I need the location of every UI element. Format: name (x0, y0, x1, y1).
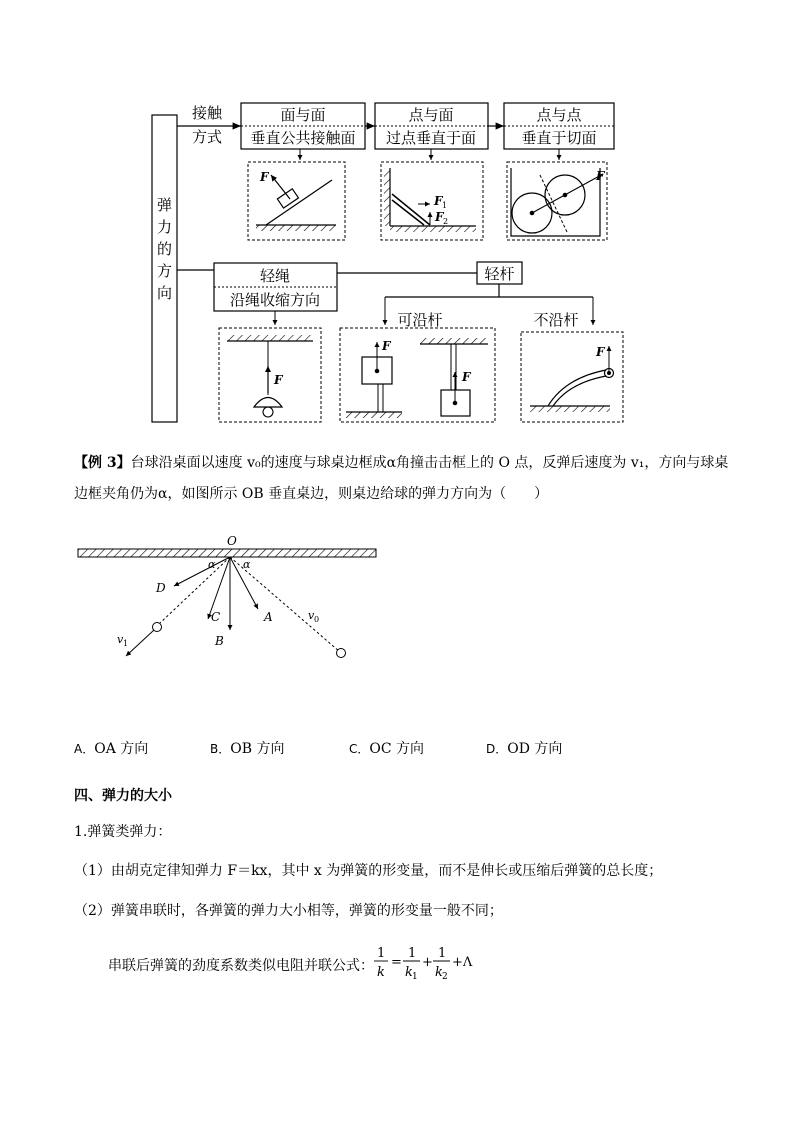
example-line-1 (74, 452, 728, 474)
fig-v0: v (308, 609, 315, 622)
fig-v1-sub: 1 (123, 639, 129, 648)
force-label-lamp: F (274, 373, 283, 387)
formula-k1-sub: 1 (412, 972, 418, 982)
formula-num-3: 1 (438, 946, 447, 961)
example-text-1: 台球沿桌面以速度 v₀的速度与球桌边框成α角撞击击框上的 O 点，反弹后速度为 v₁，方向与球桌 (130, 455, 729, 471)
contact-type-1-rule: 垂直公共接触面 (250, 129, 356, 147)
rope-rule: 沿绳收缩方向 (229, 291, 321, 309)
sub-heading: 1.弹簧类弹力： (74, 824, 172, 840)
force-label-rod-hang: F (462, 370, 471, 384)
formula-k2: k (435, 965, 443, 980)
contact-type-3-name: 点与点 (536, 106, 582, 124)
fig-label-A: A (264, 610, 273, 624)
contact-label-2: 方式 (192, 128, 223, 146)
fig-label-B: B (215, 634, 224, 648)
formula-num-2: 1 (408, 946, 417, 961)
contact-type-3-rule: 垂直于切面 (521, 129, 597, 147)
rope-name: 轻绳 (259, 267, 291, 285)
formula-k1: k (405, 965, 413, 980)
force-label-rod-up: F (382, 339, 391, 353)
force-sub-f1: 1 (442, 201, 448, 210)
example-line-2: 边框夹角仍为α，如图所示 OB 垂直桌边，则桌边给球的弹力方向为（ ） (74, 486, 549, 502)
contact-type-2-name: 点与面 (408, 106, 454, 124)
fig-alpha-right: α (243, 558, 251, 571)
force-sub-f2: 2 (443, 217, 449, 226)
option-d[interactable]: D．OD 方向 (486, 741, 563, 757)
fig-label-D: D (156, 581, 166, 595)
rod-name: 轻杆 (484, 265, 515, 283)
force-label-f1: F (434, 194, 443, 208)
force-label-f2: F (435, 210, 444, 224)
formula-k2-sub: 2 (442, 972, 448, 982)
section-heading: 四、弹力的大小 (74, 788, 172, 804)
option-c[interactable]: C．OC 方向 (349, 741, 425, 757)
formula-intro: 串联后弹簧的劲度系数类似电阻并联公式： (108, 958, 374, 974)
answer-options (0, 738, 794, 760)
root-label: 弹力的方向 (156, 196, 173, 302)
force-label-slope: F (260, 170, 269, 184)
formula-plus: + (422, 955, 433, 970)
contact-label-1: 接触 (192, 104, 223, 122)
force-label-curved: F (596, 345, 605, 359)
contact-type-2-rule: 过点垂直于面 (385, 129, 477, 147)
item-1: （1）由胡克定律知弹力 F＝kx，其中 x 为弹簧的形变量，而不是伸长或压缩后弹簧的总长度； (74, 863, 663, 879)
formula-k: k (377, 965, 385, 980)
formula-eq: = (391, 955, 402, 970)
fig-label-C: C (211, 610, 221, 624)
rod-not-along-label: 不沿杆 (533, 311, 579, 329)
fig-alpha-left: α (208, 558, 216, 571)
option-b[interactable]: B．OB 方向 (210, 741, 285, 757)
fig-v1: v (117, 633, 124, 646)
formula-num-1: 1 (377, 946, 386, 961)
option-a[interactable]: A．OA 方向 (74, 741, 149, 757)
contact-type-1-name: 面与面 (280, 106, 326, 124)
fig-v0-sub: 0 (314, 615, 320, 624)
force-label-balls: F (596, 169, 605, 183)
formula-tail: +Λ (452, 955, 473, 970)
example-tag: 【例 3】 (74, 455, 131, 471)
item-2: （2）弹簧串联时，各弹簧的弹力大小相等，弹簧的形变量一般不同； (74, 903, 503, 919)
fig-point-O: O (227, 534, 237, 548)
rod-along-label: 可沿杆 (397, 311, 443, 329)
